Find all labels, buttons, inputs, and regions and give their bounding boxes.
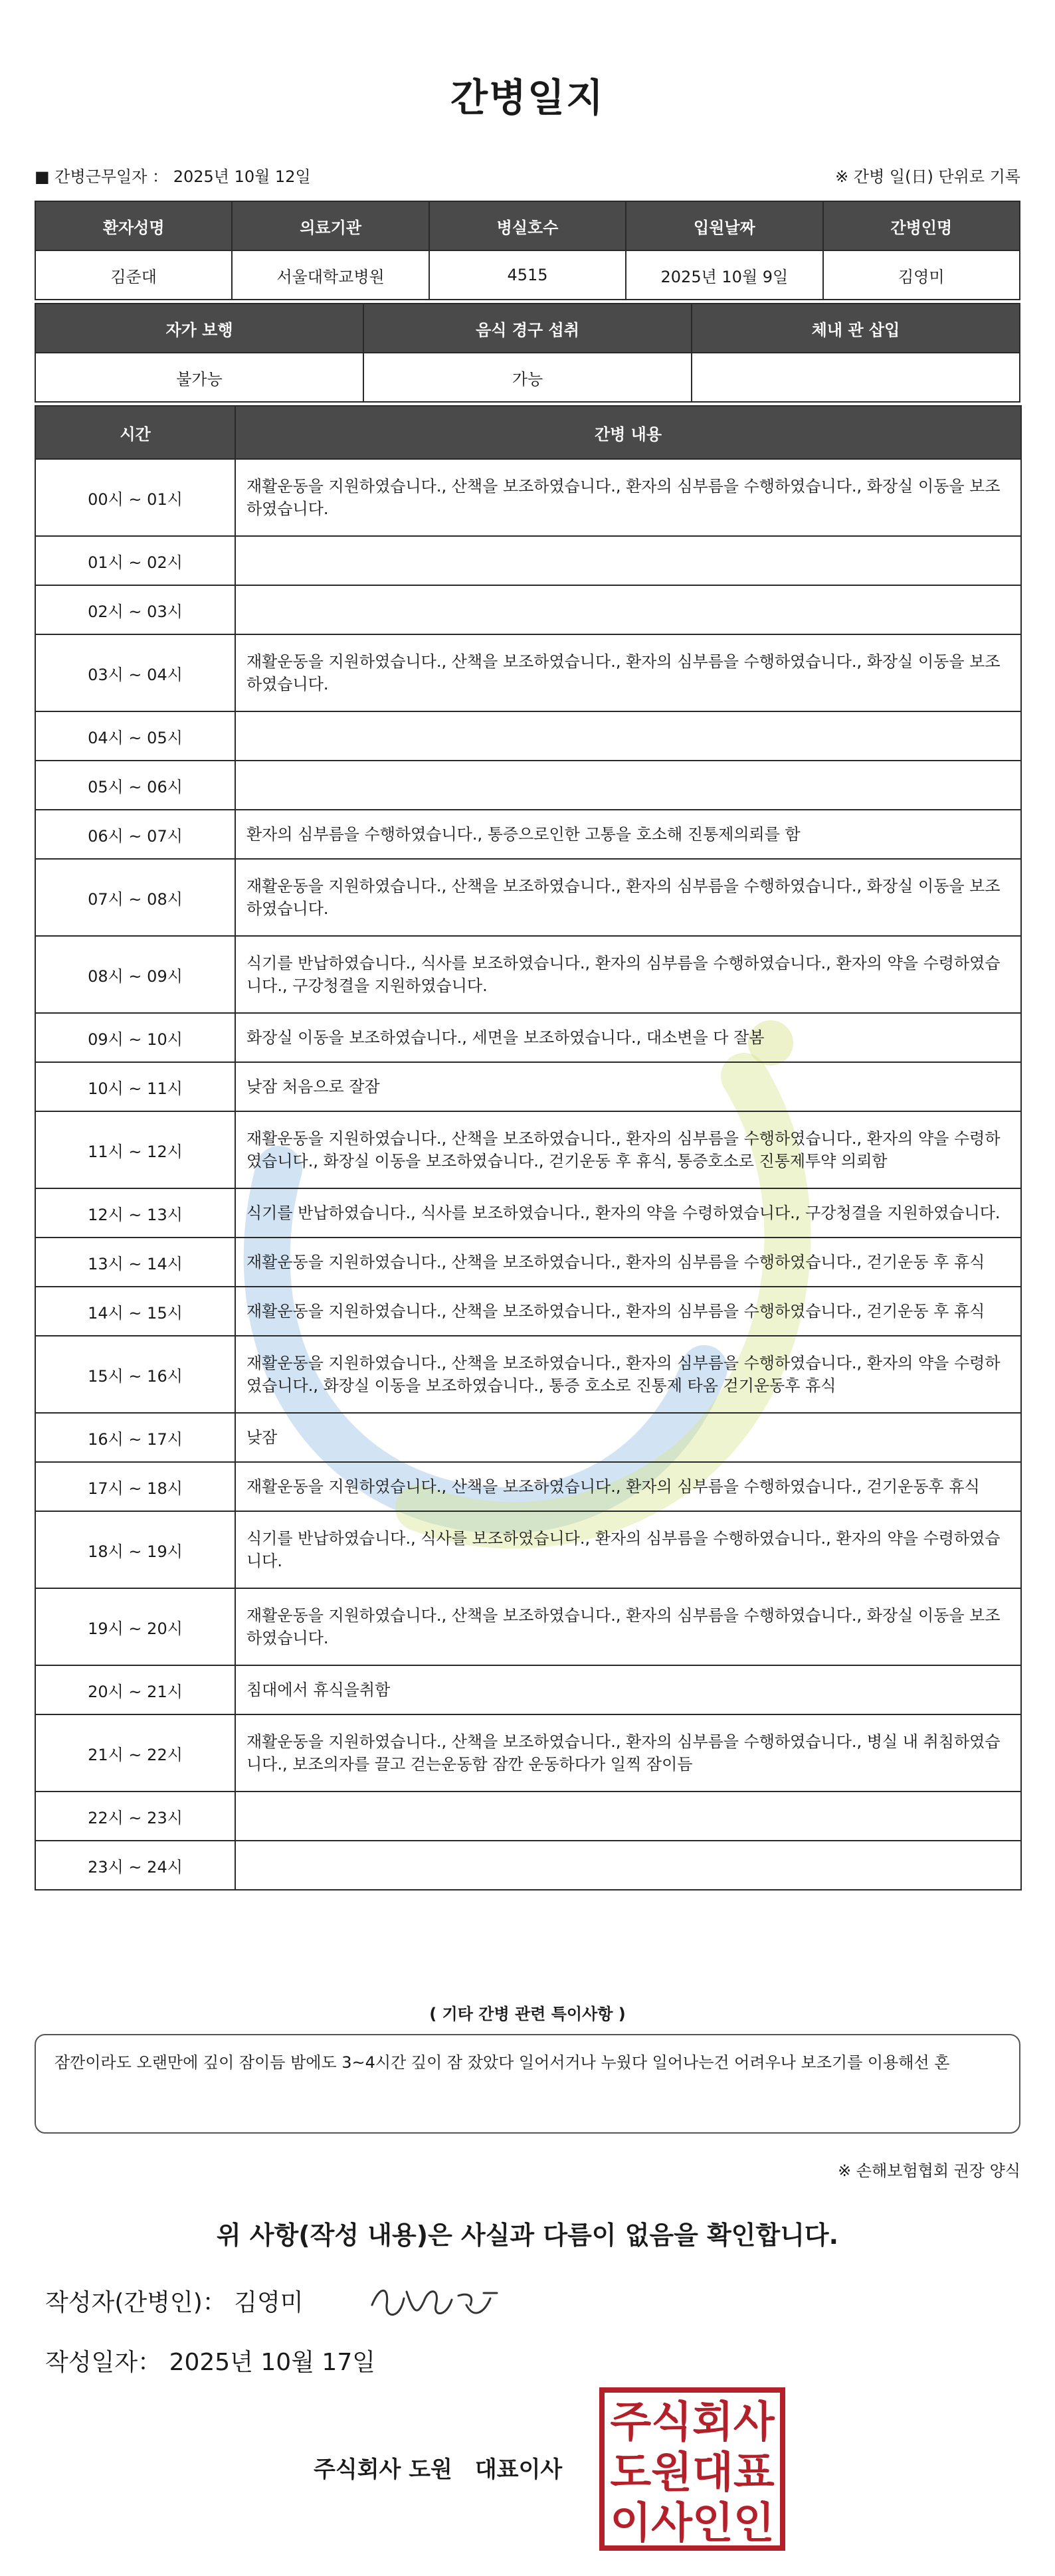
unit-note: ※ 간병 일(日) 단위로 기록 [835,167,1020,186]
log-time: 08시 ~ 09시 [35,936,235,1013]
log-row [35,1336,1021,1413]
header-caregiver: 간병인명 [823,201,1020,250]
hospital: 서울대학교병원 [232,250,429,300]
written-date-label: 작성일자： [45,2349,162,2376]
caregiver-name: 김영미 [823,250,1020,300]
log-time: 21시 ~ 22시 [35,1714,235,1792]
log-time: 00시 ~ 01시 [35,459,235,536]
log-content: 낮잠 처음으로 잘잠 [235,1062,1021,1111]
log-row [35,1841,1021,1890]
log-row [35,1588,1021,1665]
patient-info-table [35,201,1020,300]
log-row [35,1792,1021,1841]
log-content: 재활운동을 지원하였습니다., 산책을 보조하였습니다., 환자의 심부름을 수행하였습니다., 병실 내 취침하였습니다., 보조의자를 끌고 걷는운동함 잠깐 운동하다가 일찍 잠이듬 [235,1714,1021,1792]
log-content: 재활운동을 지원하였습니다., 산책을 보조하였습니다., 환자의 심부름을 수행하였습니다., 화장실 이동을 보조하였습니다. [235,634,1021,711]
log-time: 13시 ~ 14시 [35,1238,235,1287]
header-oral-intake: 음식 경구 섭취 [363,304,692,353]
log-content: 침대에서 휴식을취함 [235,1665,1021,1714]
log-row [35,711,1021,761]
log-content: 재활운동을 지원하였습니다., 산책을 보조하였습니다., 환자의 심부름을 수행하였습니다., 화장실 이동을 보조하였습니다. [235,1588,1021,1665]
form-note: ※ 손해보험협회 권장 양식 [838,2162,1020,2180]
log-time: 14시 ~ 15시 [35,1287,235,1336]
header-tube: 체내 관 삽입 [692,304,1020,353]
log-content [235,536,1021,585]
log-content: 재활운동을 지원하였습니다., 산책을 보조하였습니다., 환자의 심부름을 수행하였습니다., 걷기운동 후 휴식 [235,1287,1021,1336]
log-content: 재활운동을 지원하였습니다., 산책을 보조하였습니다., 환자의 심부름을 수행하였습니다., 환자의 약을 수령하였습니다., 화장실 이동을 보조하였습니다., 통증 호소로 진통제 타옴 걷기운동후 휴식 [235,1336,1021,1413]
signature [367,2278,506,2330]
remarks-box: 잠깐이라도 오랜만에 깊이 잠이듬 밤에도 3~4시간 깊이 잠 잤았다 일어서거나 누웠다 일어나는건 어려우나 보조기를 이용해선 혼 [35,2034,1020,2134]
log-row [35,1287,1021,1336]
care-log-table [35,405,1022,1890]
log-row [35,1062,1021,1111]
log-time: 12시 ~ 13시 [35,1188,235,1238]
log-row [35,1111,1021,1188]
log-row [35,1511,1021,1588]
log-time: 19시 ~ 20시 [35,1588,235,1665]
log-time: 01시 ~ 02시 [35,536,235,585]
log-time: 02시 ~ 03시 [35,585,235,634]
writer-label: 작성자(간병인)： [45,2289,227,2316]
patient-name: 김준대 [35,250,232,300]
company-seal [598,2386,787,2552]
care-date-value: 2025년 10월 12일 [173,167,311,186]
log-time: 23시 ~ 24시 [35,1841,235,1890]
log-row [35,634,1021,711]
care-log-body [35,459,1021,1890]
log-row [35,1714,1021,1792]
log-time: 06시 ~ 07시 [35,810,235,859]
header-patient-name: 환자성명 [35,201,232,250]
log-content: 재활운동을 지원하였습니다., 산책을 보조하였습니다., 환자의 심부름을 수행하였습니다., 화장실 이동을 보조하였습니다. [235,859,1021,936]
header-time: 시간 [35,406,235,459]
page-title: 간병일지 [450,75,605,120]
tube-value [692,353,1020,402]
log-content: 화장실 이동을 보조하였습니다., 세면을 보조하였습니다., 대소변을 다 잘봄 [235,1013,1021,1062]
log-time: 17시 ~ 18시 [35,1462,235,1511]
log-row [35,1665,1021,1714]
log-content: 낮잠 [235,1413,1021,1462]
log-row [35,1238,1021,1287]
log-row [35,1462,1021,1511]
header-admit-date: 입원날짜 [626,201,822,250]
header-room: 병실호수 [429,201,626,250]
header-walking: 자가 보행 [35,304,363,353]
log-content [235,761,1021,810]
log-content [235,711,1021,761]
log-row [35,936,1021,1013]
log-time: 20시 ~ 21시 [35,1665,235,1714]
log-time: 16시 ~ 17시 [35,1413,235,1462]
log-content: 재활운동을 지원하였습니다., 산책을 보조하였습니다., 환자의 심부름을 수행하였습니다., 걷기운동 후 휴식 [235,1238,1021,1287]
log-content: 재활운동을 지원하였습니다., 산책을 보조하였습니다., 환자의 심부름을 수행하였습니다., 환자의 약을 수령하였습니다., 화장실 이동을 보조하였습니다., 걷기운동 후 휴식, 통증호소로 진통제투약 의뢰함 [235,1111,1021,1188]
company-name: 주식회사 도원 대표이사 [314,2456,563,2483]
writer-line [45,2284,304,2318]
written-date-value: 2025년 10월 17일 [169,2349,376,2376]
log-time: 04시 ~ 05시 [35,711,235,761]
log-row [35,810,1021,859]
log-row [35,536,1021,585]
log-time: 03시 ~ 04시 [35,634,235,711]
patient-status-table [35,303,1020,403]
log-row [35,1413,1021,1462]
log-time: 18시 ~ 19시 [35,1511,235,1588]
admit-date: 2025년 10월 9일 [626,250,822,300]
seal-line-3: 이사인인 [610,2499,775,2548]
log-row [35,1188,1021,1238]
log-row [35,585,1021,634]
log-content [235,585,1021,634]
log-content: 식기를 반납하였습니다., 식사를 보조하였습니다., 환자의 심부름을 수행하였습니다., 환자의 약을 수령하였습니다. [235,1511,1021,1588]
log-content [235,1792,1021,1841]
log-row [35,459,1021,536]
header-content: 간병 내용 [235,406,1021,459]
log-time: 05시 ~ 06시 [35,761,235,810]
log-time: 09시 ~ 10시 [35,1013,235,1062]
log-time: 10시 ~ 11시 [35,1062,235,1111]
room-number: 4515 [429,250,626,300]
seal-line-2: 도원대표 [610,2448,775,2498]
log-content [235,1841,1021,1890]
log-time: 07시 ~ 08시 [35,859,235,936]
log-time: 22시 ~ 23시 [35,1792,235,1841]
log-time: 11시 ~ 12시 [35,1111,235,1188]
log-row [35,859,1021,936]
log-time: 15시 ~ 16시 [35,1336,235,1413]
written-date-line [45,2344,375,2377]
oral-intake-value: 가능 [363,353,692,402]
confirmation-statement: 위 사항(작성 내용)은 사실과 다름이 없음을 확인합니다. [216,2221,839,2250]
log-row [35,1013,1021,1062]
log-content: 식기를 반납하였습니다., 식사를 보조하였습니다., 환자의 약을 수령하였습니다., 구강청결을 지원하였습니다. [235,1188,1021,1238]
seal-line-1: 주식회사 [610,2398,775,2447]
remarks-title: ( 기타 간병 관련 특이사항 ) [429,2005,626,2023]
log-content: 재활운동을 지원하였습니다., 산책을 보조하였습니다., 환자의 심부름을 수행하였습니다., 화장실 이동을 보조하였습니다. [235,459,1021,536]
log-content: 식기를 반납하였습니다., 식사를 보조하였습니다., 환자의 심부름을 수행하였습니다., 환자의 약을 수령하였습니다., 구강청결을 지원하였습니다. [235,936,1021,1013]
walking-value: 불가능 [35,353,363,402]
log-content: 환자의 심부름을 수행하였습니다., 통증으로인한 고통을 호소해 진통제의뢰를 함 [235,810,1021,859]
writer-name: 김영미 [234,2289,304,2316]
log-row [35,761,1021,810]
header-hospital: 의료기관 [232,201,429,250]
care-date [35,163,311,187]
care-date-label: ■ 간병근무일자 ： [35,167,169,186]
log-content: 재활운동을 지원하였습니다., 산책을 보조하였습니다., 환자의 심부름을 수행하였습니다., 걷기운동후 휴식 [235,1462,1021,1511]
